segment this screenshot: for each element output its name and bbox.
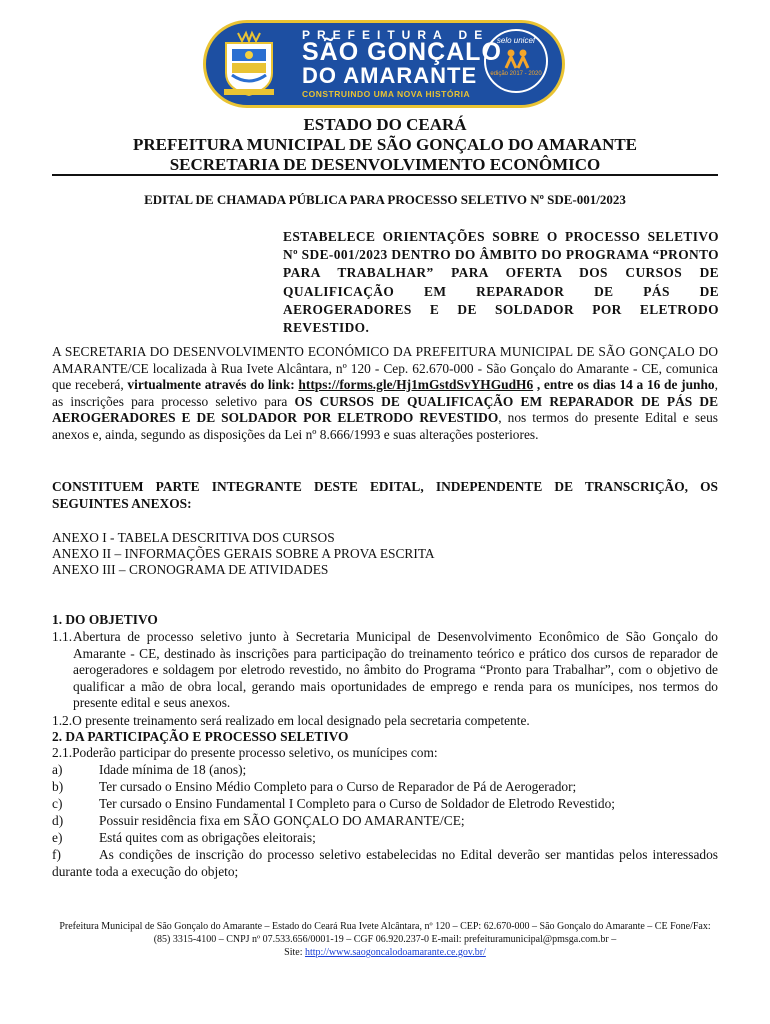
anexo-2: ANEXO II – INFORMAÇÕES GERAIS SOBRE A PROVA ESCRITA (52, 546, 435, 561)
list-item (52, 796, 718, 813)
logo-line-2: SÃO GONÇALO (302, 38, 502, 66)
list-item (52, 779, 718, 796)
list-item-label: d) (52, 813, 64, 828)
list-item-f (52, 847, 718, 880)
anexo-3: ANEXO III – CRONOGRAMA DE ATIVIDADES (52, 562, 329, 577)
clause-1-2: 1.2.O presente treinamento será realizado em local designado pela secretaria competente. (52, 713, 530, 728)
logo-line-3: DO AMARANTE (302, 63, 478, 88)
list-item-label: b) (52, 779, 64, 794)
clause-2-1: 2.1.Poderão participar do presente processo seletivo, os munícipes com: (52, 745, 438, 760)
intro-text-1: A SECRETARIA DO DESENVOLVIMENTO ECONÓMICO DA PREFEITURA MUNICIPAL DE SÃO GONÇALO DO AMARANTE/CE localizada à Rua Ivete Alcântara, nº 120 - Cep. 62.670-000 - São Gonçalo do Amarante - CE, comunica que receberá, (52, 344, 718, 392)
list-item-label: f) (52, 847, 61, 862)
prefeitura-logo (203, 20, 565, 108)
list-item (52, 813, 718, 830)
secretaria-heading: SECRETARIA DE DESENVOLVIMENTO ECONÔMICO (169, 155, 601, 174)
section-2-title: 2. DA PARTICIPAÇÃO E PROCESSO SELETIVO (52, 729, 349, 744)
children-icon (502, 48, 532, 70)
intro-text-3: , nos termos do presente Edital e seus anexos e, ainda, segundo as disposições da Lei nº 8.666/1993 e suas alterações posteriores. (52, 410, 718, 442)
logo-slogan: CONSTRUINDO UMA NOVA HISTÓRIA (302, 89, 471, 99)
footer-site-label: Site: (284, 947, 305, 958)
anexo-1: ANEXO I - TABELA DESCRITIVA DOS CURSOS (52, 530, 335, 545)
state-heading: ESTADO DO CEARÁ (303, 115, 467, 134)
logo-line-1: PREFEITURA DE (302, 28, 490, 42)
list-item-text: Ter cursado o Ensino Fundamental I Completo para o Curso de Soldador de Eletrodo Revestido; (99, 796, 615, 811)
list-item-text: Ter cursado o Ensino Médio Completo para o Curso de Reparador de Pá de Aerogerador; (99, 779, 577, 794)
prefeitura-heading: PREFEITURA MUNICIPAL DE SÃO GONÇALO DO AMARANTE (132, 135, 638, 154)
intro-paragraph (52, 344, 718, 443)
unicef-seal (484, 29, 548, 93)
list-item-label: a) (52, 762, 63, 777)
section-1-title: 1. DO OBJETIVO (52, 612, 158, 627)
clause-1-1-text: Abertura de processo seletivo junto à Secretaria Municipal de Desenvolvimento Econômico de São Gonçalo do Amarante - CE, destinado às inscrições para participação do treinamento teórico e prático dos cursos de reparador de aerogeradores e soldagem por eletrodo revestido, no âmbito do Programa “Pronto para Trabalhar”, com o objetivo de qualificar a mão de obra local, gerando mais oportunidades de emprego e renda para os munícipes, nos termos do presente edital e seus anexos. (73, 629, 718, 710)
ementa: ESTABELECE ORIENTAÇÕES SOBRE O PROCESSO SELETIVO Nº SDE-001/2023 DENTRO DO ÂMBITO DO PROGRAMA “PRONTO PARA TRABALHAR” PARA OFERTA DOS CURSOS DE QUALIFICAÇÃO EM REPARADOR DE PÁS DE AEROGERADORES E DE SOLDADOR POR ELETRODO REVESTIDO. (283, 229, 719, 336)
clause-1-1-number: 1.1. (52, 629, 73, 644)
coat-of-arms-icon (218, 29, 280, 99)
list-item-text: As condições de inscrição do processo seletivo estabelecidas no Edital deverão ser mantidas pelos interessados durante toda a execução do objeto; (52, 847, 718, 879)
list-item-text: Está quites com as obrigações eleitorais; (99, 830, 316, 845)
intro-bold-2: , entre os dias 14 a 16 de junho (533, 377, 715, 392)
clause-1-1 (52, 629, 718, 712)
list-item-label: c) (52, 796, 63, 811)
anexos-intro: CONSTITUEM PARTE INTEGRANTE DESTE EDITAL, INDEPENDENTE DE TRANSCRIÇÃO, OS SEGUINTES ANEXOS: (52, 479, 718, 511)
footer-address: Prefeitura Municipal de São Gonçalo do Amarante – Estado do Ceará Rua Ivete Alcântara, nº 120 – CEP: 62.670-000 – São Gonçalo do Amarante – CE Fone/Fax: (85) 3315-4100 – CNPJ nº 07.533.656/0001-19 – CGF 06.920.237-0 E-mail: prefeituramunicipal@pmsga.com.br – (59, 921, 711, 945)
page-footer (52, 920, 718, 959)
intro-bold-3: OS CURSOS DE QUALIFICAÇÃO EM REPARADOR DE PÁS DE AEROGERADORES E DE SOLDADOR POR ELETRODO REVESTIDO (52, 393, 719, 425)
footer-site-link[interactable]: http://www.saogoncalodoamarante.ce.gov.br/ (304, 947, 486, 958)
list-item-label: e) (52, 830, 63, 845)
list-item-text: Idade mínima de 18 (anos); (99, 762, 247, 777)
seal-title: selo unicef (496, 36, 536, 45)
edital-title: EDITAL DE CHAMADA PÚBLICA PARA PROCESSO SELETIVO Nº SDE-001/2023 (144, 192, 626, 207)
list-item (52, 830, 718, 847)
header-divider (52, 174, 718, 176)
seal-edition: edição 2017 - 2020 (490, 71, 542, 77)
list-item-text: Possuir residência fixa em SÃO GONÇALO DO AMARANTE/CE; (99, 813, 465, 828)
intro-bold-1: virtualmente através do link: (127, 377, 299, 392)
form-link[interactable]: https://forms.gle/Hj1mGstdSvYHGudH6 (298, 377, 534, 392)
list-item (52, 762, 718, 779)
intro-text-2: , as inscrições para processo seletivo para (52, 377, 718, 409)
